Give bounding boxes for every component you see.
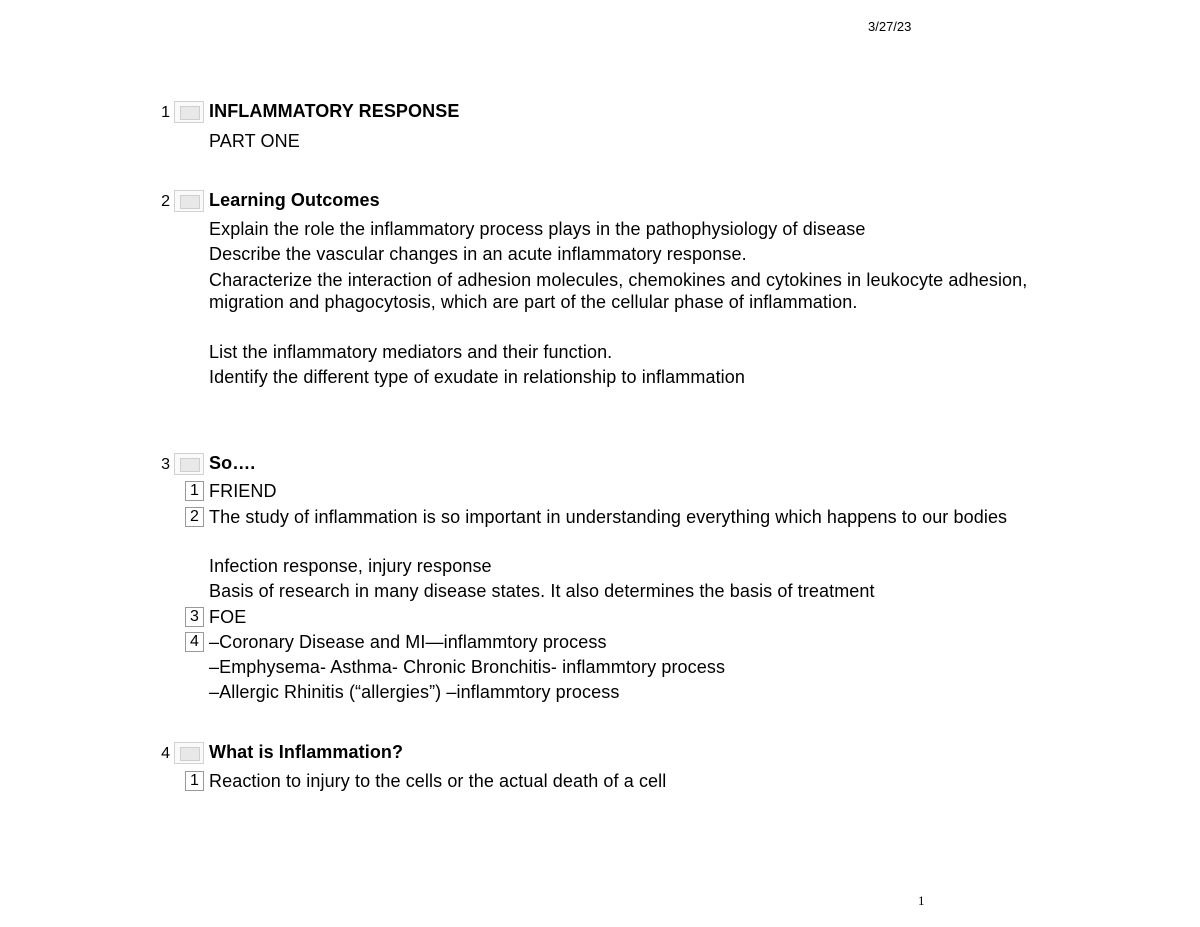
slide-2-line-4: List the inflammatory mediators and their function.: [209, 342, 613, 362]
slide-3-title: So….: [209, 453, 256, 473]
slide-4-item-1: Reaction to injury to the cells or the actual death of a cell: [209, 771, 667, 791]
slide-2-line-5: Identify the different type of exudate in relationship to inflammation: [209, 367, 745, 387]
slide-3-number: 3: [161, 456, 170, 473]
slide-1-title: INFLAMMATORY RESPONSE: [209, 101, 460, 121]
slide-3-item-1-badge: 1: [185, 481, 204, 501]
slide-3-item-3: Infection response, injury response: [209, 556, 492, 576]
slide-3-item-7: –Emphysema- Asthma- Chronic Bronchitis- inflammtory process: [209, 657, 726, 677]
slide-2-line-2: Describe the vascular changes in an acute inflammatory response.: [209, 244, 747, 264]
slide-4-number: 4: [161, 745, 170, 762]
page-number: 1: [918, 893, 925, 908]
slide-3-item-4: Basis of research in many disease states. It also determines the basis of treatment: [209, 581, 875, 601]
slide-1-number: 1: [161, 104, 170, 121]
slide-3-item-2: The study of inflammation is so important in understanding everything which happens to our bodies: [209, 507, 1008, 527]
slide-3-item-8: –Allergic Rhinitis (“allergies”) –inflammtory process: [209, 682, 620, 702]
slide-4-thumbnail[interactable]: [174, 742, 204, 764]
slide-3-item-5-badge: 3: [185, 607, 204, 627]
slide-3-item-1: FRIEND: [209, 481, 277, 501]
slide-3-item-6-badge: 4: [185, 632, 204, 652]
slide-1-thumbnail[interactable]: [174, 101, 204, 123]
slide-2-line-3: Characterize the interaction of adhesion molecules, chemokines and cytokines in leukocyte adhesion, migration and phagocytosis, which are part of the cellular phase of inflammation.: [209, 270, 1028, 312]
slide-4-item-1-badge: 1: [185, 771, 204, 791]
slide-2-line-1: Explain the role the inflammatory process plays in the pathophysiology of disease: [209, 219, 866, 239]
slide-2-number: 2: [161, 193, 170, 210]
slide-3-item-6: –Coronary Disease and MI—inflammtory process: [209, 632, 607, 652]
slide-2-title: Learning Outcomes: [209, 190, 380, 210]
slide-3-item-5: FOE: [209, 607, 247, 627]
slide-2-thumbnail[interactable]: [174, 190, 204, 212]
page-date: 3/27/23: [868, 19, 912, 34]
slide-3-thumbnail[interactable]: [174, 453, 204, 475]
slide-3-item-2-badge: 2: [185, 507, 204, 527]
slide-1-line-1: PART ONE: [209, 131, 300, 151]
slide-4-title: What is Inflammation?: [209, 742, 404, 762]
